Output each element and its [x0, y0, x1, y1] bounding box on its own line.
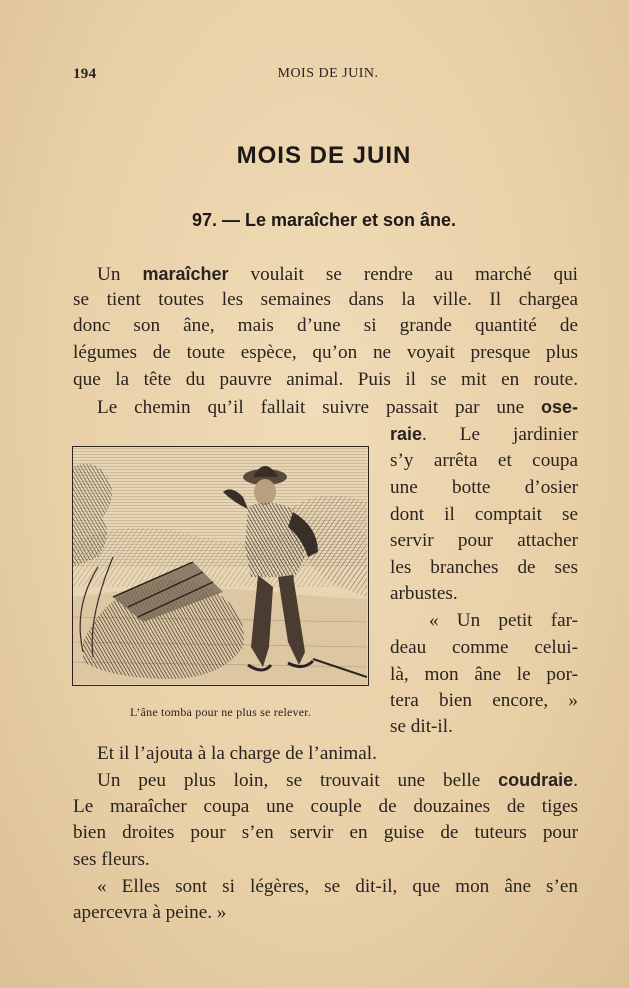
- body-line: [390, 422, 578, 447]
- body-line: dont il comptait se: [390, 504, 578, 525]
- body-line: « Elles sont si légères, se dit-il, que mon âne s’en: [97, 876, 578, 897]
- body-line: s’y arrêta et coupa: [390, 450, 578, 471]
- body-line: légumes de toute espèce, qu’on ne voyait presque plus: [73, 342, 578, 363]
- keyword-maraicher: maraîcher: [142, 264, 229, 284]
- figure-caption: L’âne tomba pour ne plus se relever.: [129, 705, 312, 719]
- body-line: Et il l’ajouta à la charge de l’animal.: [97, 743, 377, 764]
- running-head: MOIS DE JUIN.: [277, 66, 379, 81]
- keyword-oseraie: raie: [390, 424, 423, 444]
- body-line: que la tête du pauvre animal. Puis il se mit en route.: [73, 369, 578, 390]
- body-line: [97, 395, 578, 420]
- body-line: donc son âne, mais d’une si grande quantité de: [73, 315, 578, 336]
- body-line: bien droites pour s’en servir en guise de tuteurs pour: [73, 822, 578, 843]
- page-number: 194: [73, 66, 97, 82]
- body-line: servir pour attacher: [390, 530, 578, 551]
- text-segment: voulait se rendre au marché qui: [228, 264, 578, 285]
- body-line: tera bien encore, »: [390, 690, 578, 711]
- body-line: Le maraîcher coupa une couple de douzaines de tiges: [73, 796, 578, 817]
- body-line: se dit-il.: [390, 716, 453, 737]
- text-segment: Le chemin qu’il fallait suivre passait par une: [97, 397, 541, 418]
- body-line: apercevra à peine. »: [73, 902, 227, 923]
- chapter-title: MOIS DE JUIN: [236, 142, 412, 169]
- text-segment: .: [573, 770, 578, 791]
- keyword-coudraie: coudraie: [498, 770, 574, 790]
- engraving-drawing: [73, 447, 367, 684]
- text-segment: . Le jardinier: [422, 424, 578, 445]
- body-line: arbustes.: [390, 583, 458, 604]
- body-line: ses fleurs.: [73, 849, 150, 870]
- body-line: les branches de ses: [390, 557, 578, 578]
- text-segment: Un: [97, 264, 143, 285]
- body-line: là, mon âne le por-: [390, 664, 578, 685]
- body-line: [97, 262, 578, 287]
- keyword-oseraie: ose-: [540, 397, 578, 417]
- body-line: « Un petit far-: [429, 610, 578, 631]
- body-line: deau comme celui-: [390, 637, 578, 658]
- text-segment: Un peu plus loin, se trouvait une belle: [97, 770, 499, 791]
- lesson-title: 97. — Le maraîcher et son âne.: [191, 210, 457, 230]
- body-line: une botte d’osier: [390, 477, 578, 498]
- engraving-illustration: [72, 446, 369, 686]
- body-line: [97, 768, 578, 793]
- body-line: se tient toutes les semaines dans la ville. Il chargea: [73, 289, 578, 310]
